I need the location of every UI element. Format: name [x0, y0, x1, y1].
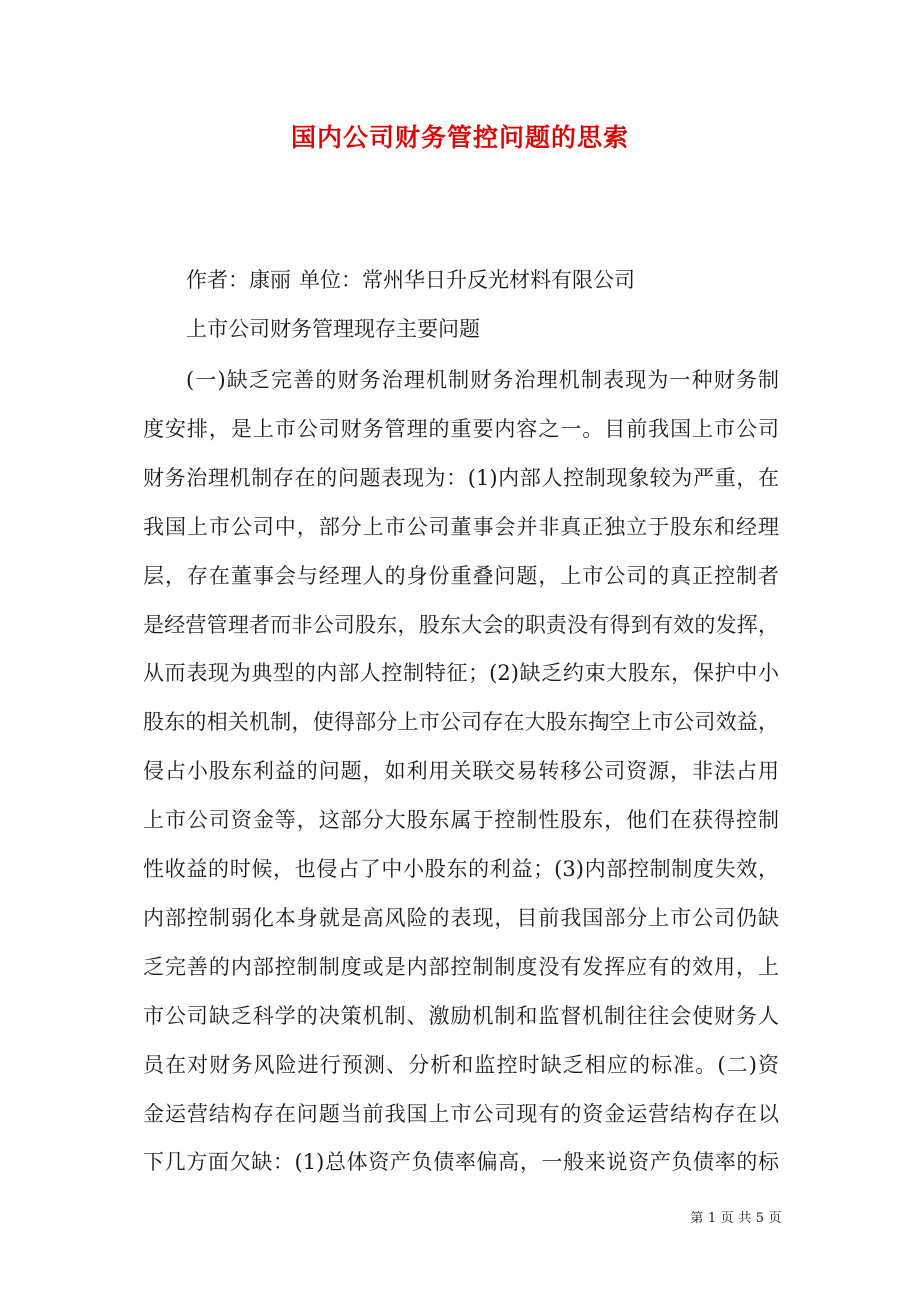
page-word: 页 — [720, 1211, 735, 1226]
page-suffix: 页 — [768, 1211, 782, 1226]
body-line: 股东的相关机制，使得部分上市公司存在大股东掏空上市公司效益， — [143, 710, 779, 735]
body-line: 侵占小股东利益的问题，如利用关联交易转移公司资源，非法占用 — [143, 759, 779, 784]
body-line: 财务治理机制存在的问题表现为：(1)内部人控制现象较为严重，在 — [143, 465, 779, 490]
author-label: 作者： — [186, 268, 249, 292]
document-title: 国内公司财务管控问题的思索 — [290, 123, 629, 152]
body-line: 内部控制弱化本身就是高风险的表现，目前我国部分上市公司仍缺 — [143, 905, 779, 930]
body-line: 下几方面欠缺：(1)总体资产负债率偏高，一般来说资产负债率的标 — [143, 1150, 779, 1175]
author-name: 康丽 — [249, 268, 291, 292]
page-prefix: 第 — [690, 1211, 704, 1226]
body-line: 乏完善的内部控制制度或是内部控制制度没有发挥应有的效用，上 — [143, 954, 779, 979]
unit-name: 常州华日升反光材料有限公司 — [362, 268, 635, 292]
page-number — [688, 1207, 784, 1226]
unit-label: 单位： — [299, 268, 362, 292]
total-pages: 5 — [755, 1211, 765, 1226]
body-line: 层，存在董事会与经理人的身份重叠问题，上市公司的真正控制者 — [143, 563, 779, 588]
author-line — [186, 264, 635, 294]
body-line: 市公司缺乏科学的决策机制、激励机制和监督机制往往会使财务人 — [143, 1003, 779, 1028]
body-line: 度安排，是上市公司财务管理的重要内容之一。目前我国上市公司 — [143, 416, 779, 441]
total-prefix: 共 — [738, 1211, 752, 1226]
body-line: 上市公司资金等，这部分大股东属于控制性股东，他们在获得控制 — [143, 808, 779, 833]
body-line: 是经营管理者而非公司股东，股东大会的职责没有得到有效的发挥， — [143, 612, 779, 637]
body-line: 金运营结构存在问题当前我国上市公司现有的资金运营结构存在以 — [143, 1101, 779, 1126]
section-heading: 上市公司财务管理现存主要问题 — [186, 317, 480, 341]
body-line: (一)缺乏完善的财务治理机制财务治理机制表现为一种财务制 — [186, 368, 779, 392]
body-line: 从而表现为典型的内部人控制特征；(2)缺乏约束大股东，保护中小 — [143, 661, 779, 686]
body-line: 员在对财务风险进行预测、分析和监控时缺乏相应的标准。(二)资 — [143, 1052, 779, 1077]
current-page: 1 — [707, 1211, 717, 1226]
body-line: 我国上市公司中，部分上市公司董事会并非真正独立于股东和经理 — [143, 514, 779, 539]
body-line: 性收益的时候，也侵占了中小股东的利益；(3)内部控制制度失效， — [143, 857, 779, 881]
